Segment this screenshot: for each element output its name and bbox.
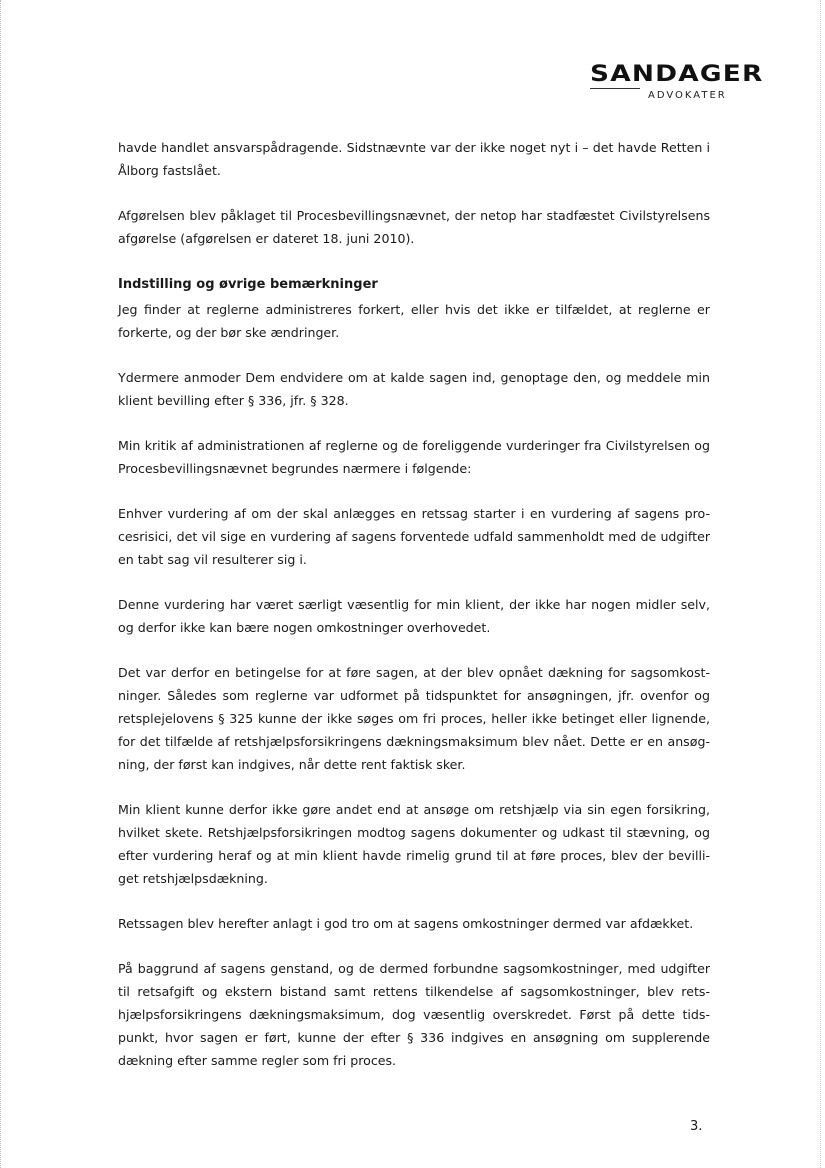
sandager-logo (590, 62, 770, 107)
scan-edge (820, 0, 822, 1168)
text-line: forkerte, og der bør ske ændringer. (118, 325, 340, 340)
text-line: ninger. Således som reglerne var udformet på tidspunktet for ansøgningen, jfr. ovenfor og (118, 688, 710, 703)
text-line: hvilket skete. Retshjælpsforsikringen modtog sagens dokumenter og udkast til stævning, og (118, 825, 710, 840)
paragraph (118, 204, 710, 250)
text-line: dækning efter samme regler som fri proces. (118, 1053, 397, 1068)
paragraph (118, 661, 710, 776)
text-line: cesrisici, det vil sige en vurdering af sagens forventede udfald sammenholdt med de udgifter (118, 529, 710, 544)
paragraph (118, 434, 710, 480)
paragraph (118, 136, 710, 182)
paragraph (118, 502, 710, 571)
text-line: get retshjælpsdækning. (118, 871, 268, 886)
text-line: Retssagen blev herefter anlagt i god tro om at sagens omkostninger dermed var afdækket. (118, 916, 694, 931)
text-line: Ålborg fastslået. (118, 163, 221, 178)
text-line: Min kritik af administrationen af reglerne og de foreliggende vurderinger fra Civilstyrelsen og (118, 438, 710, 453)
paragraph (118, 366, 710, 412)
text-line: Jeg finder at reglerne administreres forkert, eller hvis det ikke er tilfældet, at reglerne er (118, 302, 710, 317)
text-line: havde handlet ansvarspådragende. Sidstnævnte var der ikke noget nyt i – det havde Retten i (118, 140, 710, 155)
text-line: punkt, hvor sagen er ført, kunne der efter § 336 indgives en ansøgning om supplerende (118, 1030, 710, 1045)
section-heading: Indstilling og øvrige bemærkninger (118, 277, 378, 292)
scan-edge (0, 0, 2, 1168)
page-number: 3. (690, 1119, 703, 1134)
text-line: klient bevilling efter § 336, jfr. § 328. (118, 393, 349, 408)
logo-name: SANDAGER (590, 62, 764, 87)
logo-rule (590, 88, 640, 89)
text-line: og derfor ikke kan bære nogen omkostninger overhovedet. (118, 620, 491, 635)
paragraph (118, 593, 710, 639)
text-line: Afgørelsen blev påklaget til Procesbevillingsnævnet, der netop har stadfæstet Civilstyrelsens (118, 208, 710, 223)
text-line: afgørelse (afgørelsen er dateret 18. juni 2010). (118, 231, 415, 246)
document-body (118, 136, 710, 1094)
text-line: Enhver vurdering af om der skal anlægges en retssag starter i en vurdering af sagens pro- (118, 506, 710, 521)
text-line: ning, der først kan indgives, når dette rent faktisk sker. (118, 757, 466, 772)
text-line: Min klient kunne derfor ikke gøre andet end at ansøge om retshjælp via sin egen forsikring, (118, 802, 710, 817)
section-paragraph (118, 272, 710, 344)
text-line: til retsafgift og ekstern bistand samt rettens tilkendelse af sagsomkostninger, blev rets- (118, 984, 710, 999)
text-line: Procesbevillingsnævnet begrundes nærmere i følgende: (118, 461, 472, 476)
paragraph (118, 798, 710, 890)
text-line: Denne vurdering har været særligt væsentlig for min klient, der ikke har nogen midler selv, (118, 597, 710, 612)
text-line: efter vurdering heraf og at min klient havde rimelig grund til at føre proces, blev der bevilli- (118, 848, 710, 863)
logo-subtitle: ADVOKATER (648, 90, 727, 101)
paragraph (118, 912, 710, 935)
paragraph (118, 957, 710, 1072)
text-line: Ydermere anmoder Dem endvidere om at kalde sagen ind, genoptage den, og meddele min (118, 370, 710, 385)
text-line: for det tilfælde af retshjælpsforsikringens dækningsmaksimum blev nået. Dette er en ansøg- (118, 734, 710, 749)
text-line: en tabt sag vil resulterer sig i. (118, 552, 307, 567)
text-line: Det var derfor en betingelse for at føre sagen, at der blev opnået dækning for sagsomkost- (118, 665, 710, 680)
text-line: retsplejelovens § 325 kunne der ikke søges om fri proces, heller ikke betinget eller lignende, (118, 711, 710, 726)
text-line: hjælpsforsikringens dækningsmaksimum, dog væsentlig overskredet. Først på dette tids- (118, 1007, 710, 1022)
text-line: På baggrund af sagens genstand, og de dermed forbundne sagsomkostninger, med udgifter (118, 961, 710, 976)
